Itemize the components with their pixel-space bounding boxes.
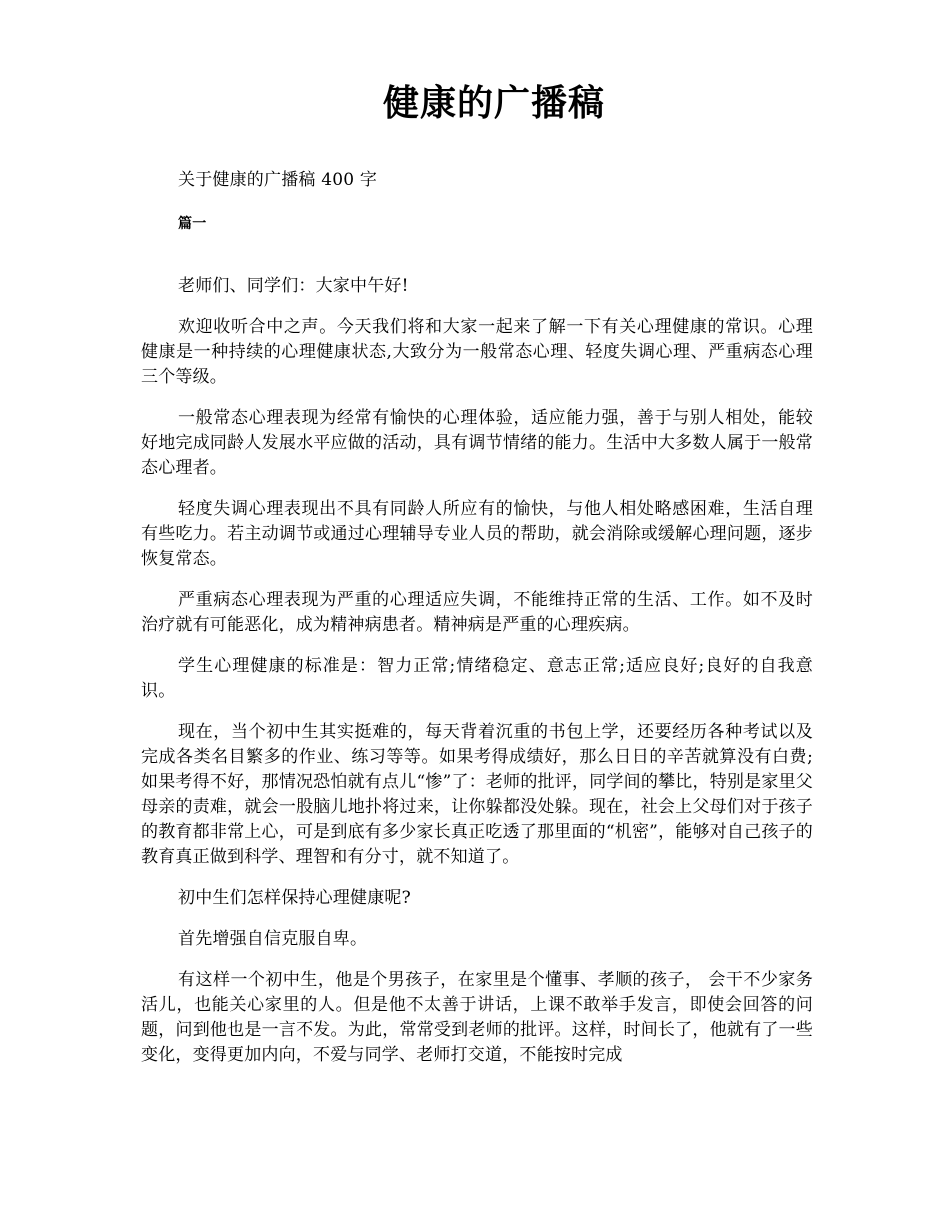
document-body bbox=[141, 168, 813, 1068]
paragraph: 学生心理健康的标准是：智力正常;情绪稳定、意志正常;适应良好;良好的自我意识。 bbox=[141, 656, 813, 701]
paragraph: 有这样一个初中生，他是个男孩子，在家里是个懂事、孝顺的孩子， 会干不少家务活儿，也能关心家里的人。但是他不太善于讲话，上课不敢举手发言，即使会回答的问题，问到他也是一言不发。为此，常常受到老师的批评。这样，时间长了，他就有了一些变化，变得更加内向，不爱与同学、老师打交道，不能按时完成 bbox=[141, 970, 813, 1065]
paragraph: 轻度失调心理表现出不具有同龄人所应有的愉快，与他人相处略感困难，生活自理有些吃力。若主动调节或通过心理辅导专业人员的帮助，就会消除或缓解心理问题，逐步恢复常态。 bbox=[141, 499, 813, 569]
page-title: 健康的广播稿 bbox=[382, 83, 605, 124]
paragraph: 初中生们怎样保持心理健康呢? bbox=[178, 888, 411, 908]
section-heading: 篇一 bbox=[178, 216, 207, 232]
paragraph: 现在，当个初中生其实挺难的，每天背着沉重的书包上学，还要经历各种考试以及完成各类名目繁多的作业、练习等等。如果考得成绩好，那么日日的辛苦就算没有白费;如果考得不好，那情况恐怕就有点儿“惨”了：老师的批评，同学间的攀比，特别是家里父母亲的责难，就会一股脑儿地扑将过来，让你躲都没处躲。现在，社会上父母们对于孩子的教育都非常上心，可是到底有多少家长真正吃透了那里面的“机密”，能够对自己孩子的教育真正做到科学、理智和有分寸，就不知道了。 bbox=[141, 722, 813, 867]
paragraph: 一般常态心理表现为经常有愉快的心理体验，适应能力强，善于与别人相处，能较好地完成同龄人发展水平应做的活动，具有调节情绪的能力。生活中大多数人属于一般常态心理者。 bbox=[141, 408, 813, 478]
paragraph: 严重病态心理表现为严重的心理适应失调，不能维持正常的生活、工作。如不及时治疗就有可能恶化，成为精神病患者。精神病是严重的心理疾病。 bbox=[141, 590, 813, 635]
paragraph: 老师们、同学们：大家中午好! bbox=[178, 276, 409, 296]
paragraph: 欢迎收听合中之声。今天我们将和大家一起来了解一下有关心理健康的常识。心理健康是一种持续的心理健康状态,大致分为一般常态心理、轻度失调心理、严重病态心理三个等级。 bbox=[141, 317, 813, 387]
document-subtitle: 关于健康的广播稿 400 字 bbox=[178, 170, 378, 190]
paragraph: 首先增强自信克服自卑。 bbox=[178, 929, 368, 949]
